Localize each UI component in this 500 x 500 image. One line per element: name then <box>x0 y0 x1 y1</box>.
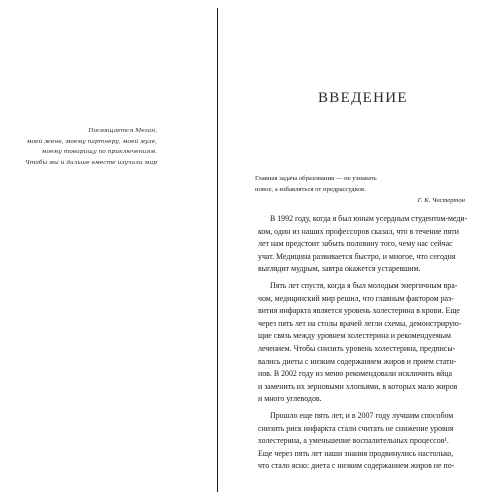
body-line: чом, медицинский мир решил, что главным фактором раз- <box>258 293 454 303</box>
epigraph-author: Г. К. Честертон <box>417 197 465 204</box>
dedication-line: Чтобы мы и дальше вместе изучали мир <box>25 159 157 166</box>
body-text <box>258 213 483 473</box>
body-line: Прошло еще пять лет, и в 2007 году лучшим способом <box>270 410 454 420</box>
epigraph <box>255 173 465 206</box>
body-line: выглядит мудрым, завтра окажется устаревшим. <box>258 264 421 274</box>
body-line: нов. В 2002 году из меню рекомендовали исключить яйца <box>258 369 452 379</box>
chapter-title: ВВЕДЕНИЕ <box>318 90 408 106</box>
body-line: холестерина, а уменьшение воспалительных процессов¹. <box>258 436 449 446</box>
body-line: Еще через пять лет наши знания продвинулись настолько, <box>258 448 454 458</box>
epigraph-line: Главная задача образования — не узнавать <box>255 175 377 182</box>
body-line: вались диеты с низким содержанием жиров и прием стати- <box>258 356 457 366</box>
epigraph-line: новое, а избавляться от предрассудков. <box>255 186 366 193</box>
dedication-line: моему товарищу по приключениям. <box>41 149 157 156</box>
body-line: снизить риск инфаркта стали считать не снижение уровня <box>258 423 454 433</box>
body-line: что стало ясно: диета с низким содержанием жиров не по- <box>258 461 455 471</box>
body-line: и много углеводов. <box>258 394 322 404</box>
dedication-line: моей жене, моему партнеру, моей музе, <box>26 138 157 145</box>
body-line: через пять лет на столы врачей легли схемы, демонстрирую- <box>258 318 462 328</box>
body-line: учат. Медицина развивается быстро, и многое, что сегодня <box>258 251 456 261</box>
body-line: лет нам предстоит забыть половину того, чему нас сейчас <box>258 239 453 249</box>
body-line: Пять лет спустя, когда я был молодым энергичным вра- <box>270 280 458 290</box>
epigraph-quote <box>255 173 465 195</box>
body-line: вития инфаркта является уровень холестерина в крови. Еще <box>258 306 460 316</box>
body-line: В 1992 году, когда я был юным усердным студентом-меди- <box>270 214 468 223</box>
left-page <box>0 0 217 500</box>
body-line: ком, один из наших профессоров сказал, что в течение пяти <box>258 226 459 236</box>
right-page <box>218 0 500 500</box>
body-line: щие связь между уровнем холестерина и рекомендуемым <box>258 331 452 341</box>
dedication <box>0 126 157 168</box>
body-line: лечением. Чтобы снизить уровень холестерина, предписы- <box>258 343 456 353</box>
dedication-line: Посвящается Меган, <box>88 128 157 134</box>
body-line: и заменить их зерновыми хлопьями, в которых мало жиров <box>258 381 458 391</box>
